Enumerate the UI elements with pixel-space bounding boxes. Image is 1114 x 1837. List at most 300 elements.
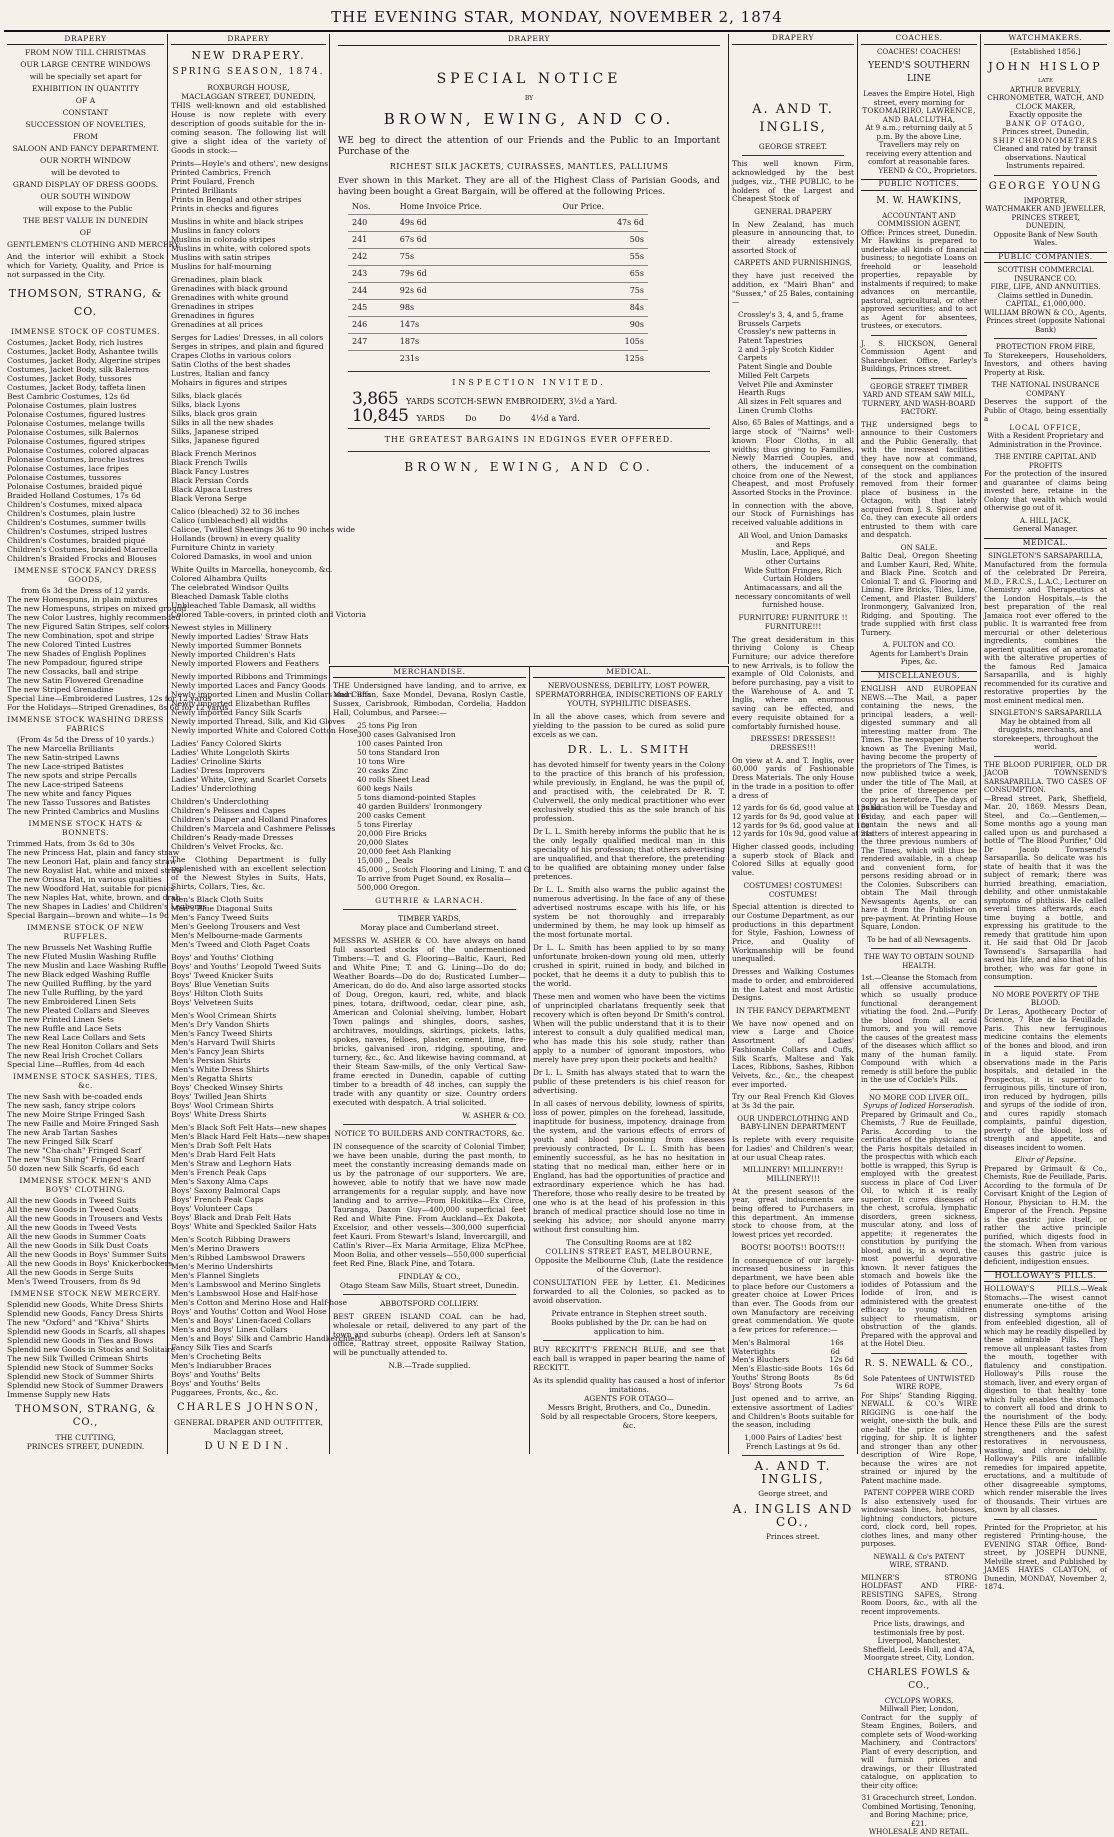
remedy-title: THE BLOOD PURIFIER, OLD DR JACOB TOWNSEND'S SARSAPARILLA. TWO CASES OF CONSUMPTION. — [984, 759, 1107, 794]
list-item: Furniture Chintz in variety — [171, 543, 275, 552]
list-item: Ladies' Dress Improvers — [171, 766, 265, 775]
boots-paragraph: 1,000 Pairs of Ladies' best French Lastings at 9s 6d. — [744, 1432, 842, 1451]
boots-paragraph: Just opened and to arrive, an extensive assortment of Ladies' and Children's Boots suitable for the season, including — [732, 1394, 854, 1430]
list-item: Boys' Twilled Jean Shirts — [171, 1092, 267, 1101]
firm-subtitle: THE CUTTING, — [55, 1433, 116, 1442]
list-item: Men's Merino Undershirts — [171, 1262, 273, 1271]
list-item: Men's and Boys' Silk and Cambric Handkerchiefs — [171, 1334, 362, 1343]
list-item: Black French Twills — [171, 458, 248, 467]
list-item: The new Pompadour, figured stripe — [7, 658, 143, 667]
list-item: Children's Underclothing — [171, 797, 269, 806]
merch-intro: THE Undersigned have landing, and to arrive, ex Mairi Bhan, Saxe Mondel, Devana, Roslyn Castle, Sussex, Carisbrook, Rimbodan, Cordelia, Haddon Hall, Columbus, and Parsee:— — [333, 681, 526, 717]
fowls-note: Combined Mortising, Tenoning, and Boring Machine; price, £21. — [862, 1801, 976, 1828]
list-item: Newly imported White and Colored Cotton Hose — [171, 726, 358, 735]
list-item: Grenadines with black ground — [171, 284, 288, 293]
list-item: The new white and fancy Piques — [7, 789, 132, 798]
list-item: Men's Wool Crimean Shirts — [171, 1011, 277, 1020]
coach-line-text: Leaves the Empire Hotel, High street, every morning for — [863, 89, 975, 107]
list-item: Children's Velvet Frocks, &c. — [171, 842, 284, 851]
list-item: Children's Costumes, braided piqué — [7, 536, 146, 545]
list-item: Grenadines with white ground — [171, 293, 289, 302]
intro-line: OUR LARGE CENTRE WINDOWS — [20, 60, 151, 69]
list-item: All the new Goods in Tweed Vests — [7, 1223, 137, 1232]
divider — [994, 756, 1097, 757]
boot-price: 12s 6d — [829, 1355, 854, 1365]
masthead: THE EVENING STAR, MONDAY, NOVEMBER 2, 1874 — [331, 8, 783, 26]
list-item: Polonaise Costumes, braided piqué — [7, 482, 143, 491]
item-list — [171, 895, 326, 949]
list-item: Print Foulard, French — [171, 177, 255, 186]
intro-line: THE BEST VALUE IN DUNEDIN — [22, 216, 149, 225]
list-item: Men's Lambswool and Merino Singlets — [171, 1280, 321, 1289]
price-table-cell: 75s — [558, 283, 648, 300]
list-item: Lustres, Italian and fancy — [171, 369, 270, 378]
list-item: The new Ruffle and Lace Sets — [7, 1024, 122, 1033]
list-item: Muslins for half-mourning — [171, 262, 272, 271]
price-table-cell: 240 — [348, 215, 396, 232]
list-item: 300 cases Galvanised Iron — [357, 730, 456, 739]
intro-line: OUR SOUTH WINDOW — [40, 192, 131, 201]
list-item: Grenadines, plain black — [171, 275, 263, 284]
list-item: Splendid new Goods in Stocks and Solitaire — [7, 1345, 176, 1354]
list-item: Men's Drab Hard Felt Hats — [171, 1150, 276, 1159]
list-item: 12 yards for 8s 9d, good value at 16s — [732, 811, 870, 821]
remedy-title: SINGLETON'S SARSAPARILLA, — [988, 551, 1103, 560]
manager-title: General Manager. — [1013, 524, 1078, 533]
section-title: IMMENSE STOCK OF COSTUMES. — [11, 327, 160, 336]
list-item: 20 casks Zinc — [357, 766, 409, 775]
asher-paragraph: MESSRS W. ASHER & CO. have always on hand full assorted stocks of the undermentioned Timbers:—T. and G. Flooring—Baltic, Kauri, Red and White Pine; T. and G. Lining—Do do do; Weather Boards—Do do do; Rusticated Lumber—American, do do do. And also large assorted stocks of Doug, Oregon, kauri, red, white, and black pines, totara, driftwood, cedar, clear pine, ash, American and Colonial shelving, lumber, Hobart Town palings and shingles, doors, sashes, architraves, mouldings, skirtings, pickets, laths, spokes, naves, felloes, plaster, cement, lime, fire-bricks, galvanised iron, ridging, spouting, and turnery, &c., &c. And likewise having command, at their Steam Saw-mills, of the only Vertical Saw-frame erected in Dunedin, capable of cutting timber to a breadth of 48 inches, can supply the trade with any quantity or size. Country orders executed with despatch. A trial solicited. — [333, 936, 526, 1107]
remedy-title: Elixir of Pepsine. — [1015, 1155, 1076, 1164]
item-list — [171, 953, 326, 1007]
list-item: Colored Alhambra Quilts — [171, 574, 267, 583]
item-list — [7, 744, 164, 816]
price-table-cell: 65s — [558, 266, 648, 283]
insurer-name: THE NATIONAL INSURANCE COMPANY — [991, 380, 1100, 398]
inglis-line: All Wool, and Union Damasks and Reps — [738, 530, 848, 549]
list-item: The new Orissa Hat, in various qualities — [7, 875, 162, 884]
oil-paragraph: Prepared by Grimault and Co., Chemists, 7 Rue de Feuillade, Paris. According to the certificates of the physicians of the Paris hospitals detailed in the prospectus with which each bottle is wrapped, this Syrup is employed with the greatest success in place of Cod Liver Oil, to which it is really superior. It cures diseases of the chest, scrofula, lymphatic disorders, green sickness, muscular atony, and loss of appetite; it regenerates the constitution by purifying the blood, and is, in a word, the most powerful depurative known. It never fatigues the stomach and bowels like the iodides of Potassium and the Iodide of Iron, and is administered with the greatest efficacy to young children subject to rheumatism, or obstruction of the glands. Prepared with the approval and at the Hotel Dieu. — [861, 1109, 977, 1348]
dresses-paragraph: On view at A. and T. Inglis, over 60,000 yards of Fashionable Dress Materials. The only House in the trade in a position to offer a dress of — [732, 755, 854, 800]
list-item: The new Princess Hat, plain and fancy straw — [7, 848, 180, 857]
item-list — [171, 672, 372, 735]
firm-name: THOMSON, STRANG, & CO. — [8, 287, 163, 318]
list-item: The new Real Irish Crochet Collars — [7, 1051, 143, 1060]
list-item: Boys' Hilton Cloth Suits — [171, 989, 263, 998]
list-item: The new Homespuns, stripes on mixed ground — [7, 604, 187, 613]
list-item: Silks, black glacés — [171, 391, 242, 400]
list-item: Men's Black Cloth Suits — [171, 895, 264, 904]
firm-name: BROWN, EWING, AND CO. — [383, 110, 675, 128]
list-item: All the new Goods in Boys' Knickerbockers — [7, 1259, 173, 1268]
divider — [348, 428, 710, 429]
column-medical — [529, 666, 729, 1454]
hawkins-paragraph: Office: Princes street, Dunedin. Mr Hawkins is prepared to undertake all kinds of financial business; to negotiate Loans on freehold or leasehold properties, repayable by instalments if required; to make advances on mercantile, pastoral, agricultural, or other approved securities; and to act as Agent for absentees, trustees, or executors. — [861, 227, 977, 330]
item-list — [171, 623, 326, 668]
yard-description: YARDS Do Do 4½d a Yard. — [416, 414, 580, 423]
list-item: Hollands (brown) in every quality — [171, 534, 301, 543]
list-item: For the Holidays—Striped Grenadines, 8s 6d for 12 yards — [7, 703, 229, 712]
milner-ad: MILNER'S STRONG HOLDFAST AND FIRE-RESISTING SAFES, Strong Room Doors, &c., with all the recent improvements. — [861, 1572, 977, 1616]
section-subtitle: Moray place and Cumberland street. — [360, 923, 499, 932]
list-item: Mohairs in figures and stripes — [171, 378, 288, 387]
section-title: FURNITURE! FURNITURE !! FURNITURE!!! — [738, 613, 848, 631]
firm-name: CHARLES FOWLS & CO., — [867, 1667, 971, 1691]
section-title: IMMENSE STOCK NEW MERCERY. — [10, 1289, 161, 1298]
hickson-ad: J. S. HICKSON, General Commission Agent and Sharebroker. Office, Farley's Buildings, Princes street. — [861, 338, 977, 373]
dresses-paragraph: Higher classed goods, including a superb stock of Black and Colored Silks at equally good value. — [732, 842, 854, 878]
opposite-note: Exactly opposite the — [1008, 110, 1083, 119]
list-item: 20,000 Slates — [357, 838, 409, 847]
list-item: The new Fluted Muslin Washing Ruffle — [7, 952, 157, 961]
list-item: Newly imported Flowers and Feathers — [171, 659, 320, 668]
section-title: IMMENSE STOCK WASHING DRESS FABRICS — [7, 715, 164, 733]
list-item: Men's Fancy Tweed Suits — [171, 913, 269, 922]
agent-address: Princes street (opposite National Bank) — [986, 316, 1105, 334]
intro-text — [7, 48, 181, 279]
list-item: Men's French Peak Caps — [171, 1168, 267, 1177]
boot-price: 7s 6d — [833, 1381, 854, 1391]
list-item: 45,000 ,, Scotch Flooring and Lining, T. and G. — [357, 865, 532, 874]
list-item: Children's Braided Frocks and Blouses — [7, 554, 157, 563]
former-firm: ARTHUR BEVERLY, — [1009, 84, 1082, 94]
list-item: Calico (unbleached) all widths — [171, 516, 288, 525]
list-item: Grenadines in stripes — [171, 302, 254, 311]
section-title: COSTUMES! COSTUMES! COSTUMES! — [743, 880, 843, 899]
list-item: Ladies' Underclothing — [171, 784, 257, 793]
intro-line: will be specially set apart for — [29, 72, 142, 81]
furniture-paragraph: The great desideratum in this thriving Colony is Cheap Furniture; our advice therefore to new Arrivals, is to follow the example of Old Colonists, and before purchasing, pay a visit to the Warehouse of A. and T. Inglis, where an enormous saving can be effected, and every requisite obtained for a comfortably furnished house. — [732, 634, 854, 731]
intro-line: FROM — [73, 132, 98, 141]
firm-subtitle: GENERAL DRAPER AND OUTFITTER, — [173, 1418, 324, 1427]
list-item: Black Alpaca Lustres — [171, 485, 253, 494]
firm-name: FINDLAY & CO., — [398, 1272, 461, 1281]
list-item: Men's Melbourne-made Garments — [171, 931, 303, 940]
section-title: IMMENSE STOCK MEN'S AND BOYS' CLOTHING. — [19, 1176, 152, 1194]
medical-paragraph: Dr L. L. Smith hereby informs the public that he is the only legally qualified medical man in this speciality of his profession; that others advertising are unqualified, and that therefore, the pretending to be qualified are obtaining money under false pretences. — [533, 827, 725, 881]
medical-paragraph: Dr L. L. Smith has been applied to by so many unfortunate broken-down young old men, utterly crushed in spirit, ruined in body, and bilched in pocket, that he deems it a duty to publish this to the world. — [533, 943, 725, 988]
list-item: The new Real Honiton Collars and Sets — [7, 1042, 159, 1051]
list-item: Newly imported Fancy Silk Scarfs — [171, 708, 302, 717]
list-item: Serges in stripes, and plain and figured — [171, 342, 324, 351]
list-item: Black Persian Cords — [171, 476, 249, 485]
list-item: The new Woodford Hat, suitable for picnics — [7, 884, 175, 893]
list-item: To arrive from Puget Sound, ex Rosalia— — [357, 874, 512, 883]
list-item: The new spots and stripe Percalls — [7, 771, 137, 780]
consultation-fee: CONSULTATION FEE by Letter, £1. Medicines forwarded to all the Colonies, so packed as to avoid observation. — [533, 1278, 725, 1305]
list-item: Black Verona Serge — [171, 494, 247, 503]
price-table-cell: 243 — [348, 266, 396, 283]
list-item: Crossley's new patterns in Patent Tapestries — [738, 327, 836, 346]
list-item: Boys' and Youths' Cotton and Wool Hose — [171, 1307, 327, 1316]
list-item: The new Muslin and Lace Washing Ruffle — [7, 961, 167, 970]
list-item: Boys' and Youths' Leopold Tweed Suits — [171, 962, 321, 971]
boot-price: 8s 6d — [833, 1372, 854, 1382]
inspection-invited: INSPECTION INVITED. — [452, 378, 606, 387]
list-item: Ladies' Crinoline Skirts — [171, 757, 262, 766]
costume-paragraph: Special attention is directed to our Costume Department, as our productions in this department for Style, Fashion, Lowness of Price, and Quality of Workmanship will be found unequalled. — [732, 902, 854, 964]
list-item: Boys' and Youths' Belts — [171, 1370, 261, 1379]
list-item: Children's Costumes, mixed alpaca — [7, 500, 143, 509]
list-item: Men's Dr'y Vandon Shirts — [171, 1020, 270, 1029]
firm-name: JOHN HISLOP — [988, 60, 1103, 73]
divider — [994, 338, 1097, 339]
boot-price-row — [732, 1339, 854, 1356]
list-item: The new Tasso Tussores and Batistes — [7, 798, 151, 807]
item-list — [171, 797, 336, 851]
list-item: Boys' Tweed Knicker Suits — [171, 971, 274, 980]
costume-paragraph: Dresses and Walking Costumes made to order, and embroidered in the Latest and most Artistic Designs. — [732, 967, 854, 1003]
list-item: 12 yards for 10s 9d, good value at 21s — [732, 829, 874, 839]
column-header: MERCHANDISE. — [333, 667, 526, 678]
price-table-body — [348, 215, 648, 368]
newall-paragraph: For Ships' Standing Rigging. NEWALL & CO.'s WIRE RIGGING is one-half the weight, one-sixth the bulk, and one-half the price of hemp rigging, for ship. It is lighter and stronger than any other description of Wire Rope, because the wires are not strained or injured by the Patent machine made. — [861, 1390, 977, 1485]
intro-line: will expose to the Public — [38, 204, 133, 213]
special-notice-ad — [329, 34, 729, 664]
medical-title: NERVOUSNESS, DEBILITY, LOST POWER, SPERMATORRHŒA, INDISCRETIONS OF EARLY YOUTH, SYPHILITIC DISEASES. — [535, 681, 723, 708]
list-item: Children's Marcela and Cashmere Pelisses — [171, 824, 336, 833]
remedy-paragraph: Dr Leras, Apothecary Doctor of Science, 7 Rue de la Feuillade, Paris. This new ferruginous medicine contains the elements of the bones and blood, and iron in a liquid state. From observations made in the Paris hospitals, and detailed in the Prospectus, it is superior to ferruginous pills, tincture of iron, iron reduced by hydrogen, pills and syrups of the iodide of iron, and cures rapidly stomach complaints, painful digestion, poverty of the blood, loss of strength and appetite, and diseases incident to women. — [984, 1006, 1107, 1152]
list-item: Polonaise Costumes, tussores — [7, 473, 121, 482]
divider — [994, 986, 1097, 987]
oil-title: NO MORE COD LIVER OIL. — [868, 1092, 970, 1102]
list-item: Silks, black Lyons — [171, 400, 241, 409]
price-table-row — [348, 300, 648, 317]
column-header: DRAPERY — [338, 34, 720, 46]
divider — [994, 175, 1097, 176]
dept-title: CARPETS AND FURNISHINGS, — [733, 258, 853, 268]
list-item: Muslins in white, with colored spots — [171, 244, 311, 253]
medical-paragraph: has devoted himself for twenty years in the Colony to the practice of this branch of his profession, while previously, in England, he was the pupil of, and practised with, the celebrated Dr R. T. Culverwell, the only medical practitioner who ever exclusively studied this as the sole branch of his profession. — [533, 760, 725, 823]
list-item: Braided Holland Costumes, 17s 6d — [7, 491, 141, 500]
section-title: IMMENSE STOCK OF NEW RUFFLES. — [27, 923, 144, 941]
boot-price-list — [732, 1339, 854, 1391]
list-item: The new Combination, spot and stripe — [7, 631, 155, 640]
list-item: The new Brussels Net Washing Ruffle — [7, 943, 152, 952]
list-item: Children's Ready-made Dresses — [171, 833, 294, 842]
item-list — [7, 1300, 176, 1399]
boot-name: Men's Bluchers — [732, 1355, 790, 1365]
news-note: To be had of all Newsagents. — [867, 934, 971, 944]
list-item: The new Quilled Ruffling, by the yard — [7, 979, 152, 988]
list-item: Newly imported Ladies' Straw Hats — [171, 632, 309, 641]
intro-line: EXHIBITION IN QUANTITY — [31, 84, 140, 93]
intro-line: GENTLEMEN'S CLOTHING AND MERCERY; — [7, 240, 181, 249]
notice-goods: RICHEST SILK JACKETS, CUIRASSES, MANTLES, PALLIUMS — [389, 162, 669, 171]
list-item: Boys' French Peak Caps — [171, 1195, 264, 1204]
item-list — [171, 1011, 326, 1119]
established-note: [Established 1856.] — [1010, 46, 1081, 56]
list-item: Muslins with satin stripes — [171, 253, 271, 262]
list-item: 2 and 3-ply Scotch Kidder Carpets — [738, 344, 835, 363]
divider — [348, 451, 710, 452]
list-item: Men's Ribbed Lambswool Drawers — [171, 1253, 305, 1262]
local-paragraph: With a Resident Proprietary and Administration in the Province. — [987, 431, 1104, 449]
list-item: The new Figured Satin Stripes, self colors — [7, 622, 170, 631]
list-item: 50 dozen new Silk Scarfs, 6d each — [7, 1164, 140, 1173]
yard-count: 3,865 — [352, 389, 399, 409]
column-header: DRAPERY — [7, 34, 164, 45]
list-item: The new Color Lustres, highly recommended — [7, 613, 181, 622]
local-office: LOCAL OFFICE, — [1009, 422, 1082, 432]
reckitt-sold: Sold by all respectable Grocers, Store keepers, &c. — [540, 1412, 718, 1430]
price-table-cell: 125s — [558, 351, 648, 368]
notice-intro: WE beg to direct the attention of our Friends and the Public to an Important Purchase of the — [338, 136, 720, 157]
list-item: Fancy Silk Ties and Scarfs — [171, 1343, 273, 1352]
capital-paragraph: For the protection of the insured and guarantee of claims being invested here, retaine in the Colony that wealth which would otherwise go out of it. — [984, 469, 1107, 512]
firm-name: R. S. NEWALL & CO., — [864, 1358, 974, 1369]
inglis-line: Wide Sutton Fringes, Rich Curtain Holders — [744, 565, 842, 584]
divider — [543, 1340, 715, 1341]
list-item: Trimmed Hats, from 3s 6d to 30s — [7, 839, 135, 848]
list-item: The new Moire Stripe Fringed Sash — [7, 1110, 145, 1119]
list-item: Grenadines in figures — [171, 311, 255, 320]
firm-name: GEORGE YOUNG — [988, 180, 1103, 192]
price-table-row — [348, 317, 648, 334]
list-item: Silks in all the new shades — [171, 418, 274, 427]
intro-line: OF — [79, 228, 92, 237]
list-item: Boys' Wool Crimean Shirts — [171, 1101, 274, 1110]
price-table-row — [348, 283, 648, 300]
private-entrance: Private entrance in Stephen street south. — [551, 1309, 707, 1318]
medical-paragraph: In all cases of nervous debility, lowness of spirits, loss of power, pimples on the forehead, lassitude, inaptitude for business, impotency, drainage from the system, and the various effects of errors of youth and blood poisoning from diseases previously contracted, Dr L. L. Smith has been eminently successful, as he has no hesitation in stating that no medical man, either here or in England, has had the opportunities of practice and extraordinary experience which he has had. Therefore, those who really desire to be treated by one who is at the head of his profession in this branch of medical practice should lose no time in seeking his advice; nor should anyone marry without first consulting him. — [533, 1099, 725, 1234]
imprint: Printed for the Proprietor, at his registered Printing-house, the EVENING STAR Office, Bond-street, by JOSEPH DUNNE, Melville street, and Published by JAMES HAYES CLAYTON, of Dunedin, MONDAY, November 2, 1874. — [984, 1522, 1107, 1591]
wire-paragraph: Is also extensively used for window-sash lines, hot-houses, lightning conductors, picture cord, clock cord, bell ropes, clothes lines, and many other purposes. — [861, 1496, 977, 1548]
list-item: Boys' White and Speckled Sailor Hats — [171, 1222, 317, 1231]
list-item: Newly imported Ribbons and Trimmings — [171, 672, 328, 681]
divider — [871, 378, 967, 379]
list-item: Men's Straw and Leghorn Hats — [171, 1159, 292, 1168]
street-name: Princes street, Dunedin, — [1001, 127, 1090, 136]
list-item: 25 tons Pig Iron — [357, 721, 418, 730]
insurer-paragraph: Deserves the support of the Public of Otago, being essentially a — [984, 397, 1107, 423]
list-item: Newly imported Thread, Silk, and Kid Gloves — [171, 717, 345, 726]
firm-name: A. AND T. INGLIS, — [754, 1459, 832, 1487]
list-item: Splendid new Stock of Summer Drawers — [7, 1381, 164, 1390]
list-item: Men's and Boys' Linen Collars — [171, 1325, 288, 1334]
section-title: IMMENSE STOCK SASHES, TIES, &c. — [13, 1072, 158, 1090]
firm-name: THOMSON, STRANG, & CO., — [14, 1404, 157, 1428]
price-table-cell: 245 — [348, 300, 396, 317]
intro-line: SALOON AND FANCY DEPARTMENT. — [12, 144, 159, 153]
city-name: DUNEDIN, — [1025, 221, 1066, 230]
item-list — [171, 1123, 331, 1231]
list-item: 10 tons Wire — [357, 757, 405, 766]
list-item: Children's Pelisses and Capes — [171, 806, 286, 815]
intro-line: will be devoted to — [51, 168, 120, 177]
list-item: Puggarees, Fronts, &c., &c. — [171, 1388, 279, 1397]
list-item: The celebrated Windsor Quilts — [171, 583, 289, 592]
list-item: 40 garden Builders' Ironmongery — [357, 802, 483, 811]
list-item: Men's Saxony Alma Caps — [171, 1177, 268, 1186]
divider — [871, 1353, 967, 1354]
list-item: Polonaise Costumes, colored alpacas — [7, 446, 149, 455]
list-item: Men's Geelong Trousers and Vest — [171, 922, 301, 931]
divider — [871, 335, 967, 336]
firm-title: CYCLOPS WORKS, — [884, 1695, 954, 1705]
list-item: 12 yards for 6s 6d, good value at 13s 6d — [732, 803, 881, 813]
price-table-heading: Nos. — [352, 202, 371, 211]
list-item: The new Satin Flowered Grenadine — [7, 676, 144, 685]
list-item: Men's Harvard Twill Shirts — [171, 1038, 276, 1047]
list-item: Boys' White Dress Shirts — [171, 1110, 267, 1119]
item-list — [732, 311, 854, 415]
manager-name: A. HILL JACK, — [1019, 515, 1072, 525]
list-item: The new Homespuns, in plain mixtures — [7, 595, 158, 604]
agent-name: WILLIAM BROWN & CO., Agents, — [984, 307, 1107, 317]
list-item: Colored Table-covers, in printed cloth and Victoria — [171, 610, 367, 619]
list-item: Calico (bleached) 32 to 36 inches — [171, 507, 300, 516]
list-item: 200 casks Cement — [357, 811, 426, 820]
list-item: Children's Costumes, summer twills — [7, 518, 146, 527]
item-list — [171, 333, 326, 387]
list-item: Men's Fancy Jean Shirts — [171, 1047, 265, 1056]
intro-line: OF A — [75, 96, 96, 105]
section-title: MILLINERY! MILLINERY!! MILLINERY!!! — [742, 1165, 844, 1183]
ad-season: SPRING SEASON, 1874. — [172, 67, 325, 77]
remedy-paragraph: May be obtained from all druggists, merchants, and storekeepers, throughout the world. — [992, 716, 1099, 751]
divider — [343, 909, 516, 910]
opposite-note: Opposite Bank of New South Wales. — [993, 229, 1098, 247]
coach-line-text: At 9 a.m.; returning daily at 5 p.m. By the above Line, Travellers may rely on receiving every attention and comfort at reasonable fares. — [865, 123, 973, 166]
greatest-bargains: THE GREATEST BARGAINS IN EDGINGS EVER OFFERED. — [384, 435, 674, 444]
fowls-paragraph: Contract for the supply of Steam Engines, Boilers, and complete sets of Wood-working Machinery, and Contractors' Plant of every description, and will furnish prices and drawings, or their Illustrated catalogue, on application to their city office: — [861, 1712, 977, 1790]
trade-note: N.B.—Trade supplied. — [388, 1361, 471, 1370]
section-header: PUBLIC NOTICES. — [861, 179, 977, 191]
reckitt-note: As its splendid quality has caused a host of inferior imitations. — [533, 1376, 725, 1394]
firm-subtitle: Millwall Pier, London, — [879, 1704, 959, 1713]
intro-line: GRAND DISPLAY OF DRESS GOODS. — [12, 180, 159, 189]
list-item: The new Leonori Hat, plain and fancy straw — [7, 857, 177, 866]
list-item: Splendid new Goods, Fancy Dress Shirts — [7, 1309, 164, 1318]
column-header: WATCHMAKERS. — [984, 34, 1107, 45]
list-item: Men's Drab Soft Felt Hats — [171, 1141, 272, 1150]
item-list — [171, 1235, 362, 1397]
section-title: NOTICE TO BUILDERS AND CONTRACTORS, &c. — [334, 1129, 525, 1138]
price-table-cell: 90s — [558, 317, 648, 334]
list-item: Costumes, Jacket Body, tussores — [7, 374, 132, 383]
list-item: Children's Costumes, plain lustre — [7, 509, 136, 518]
wholesale-note: WHOLESALE AND RETAIL. — [868, 1827, 970, 1836]
signature: YEEND & CO., Proprietors. — [878, 165, 977, 175]
price-table-cell: 246 — [348, 317, 396, 334]
intro-line: FROM NOW TILL CHRISTMAS — [25, 48, 146, 57]
section-title: IMMENSE STOCK HATS & BONNETS. — [28, 819, 143, 837]
price-table-cell: 242 — [348, 249, 396, 266]
list-item: Men's Flannel Singlets — [171, 1271, 260, 1280]
house-name: ROXBURGH HOUSE, — [207, 83, 290, 92]
list-item: Splendid new Stock of Summer Socks — [7, 1363, 154, 1372]
list-item: The new Lace-striped Sateens — [7, 780, 124, 789]
price-table-row — [348, 351, 648, 368]
list-item: Newly imported Laces and Fancy Goods — [171, 681, 326, 690]
list-item: 100 cases Painted Iron — [357, 739, 443, 748]
list-item: Ladies' White Longcloth Skirts — [171, 748, 290, 757]
item-list — [333, 721, 532, 892]
item-list — [171, 275, 326, 329]
list-item: The new Tulle Ruffling, by the yard — [7, 988, 144, 997]
list-item: Boys' Checked Winsey Shirts — [171, 1083, 283, 1092]
column-watchmakers-companies — [980, 33, 1110, 1591]
inglis-line: Muslin, Lace, Appliqué, and other Curtains — [741, 548, 845, 566]
boot-name: Men's Elastic-side Boots — [732, 1364, 823, 1373]
remedy-title: NO MORE POVERTY OF THE BLOOD. — [992, 989, 1099, 1007]
fancy-paragraph: We have now opened and on view a Large and Choice Assortment of Ladies' Fashionable Collars and Cuffs, Silk Scarfs, Maltese and Yak Laces, Ribbons, Sashes, Ribbon Velvets, &c., &c., the cheapest ever imported. — [732, 1018, 854, 1089]
list-item: All sizes in Felt squares and Linen Crumb Cloths — [738, 396, 842, 415]
intro-line: OUR NORTH WINDOW — [40, 156, 131, 165]
inglis-paragraph: Also, 65 Bales of Mattings, and a large stock of "Nairns" well-known Floor Cloths, in all widths; thus giving to Families, Newly Married Couples, and others, the inducement of a choice from one of the Newest, Cheapest, and most Profusely Assorted Stocks in the Province. — [732, 418, 854, 498]
price-table-heading: Home Invoice Price. — [399, 202, 482, 211]
